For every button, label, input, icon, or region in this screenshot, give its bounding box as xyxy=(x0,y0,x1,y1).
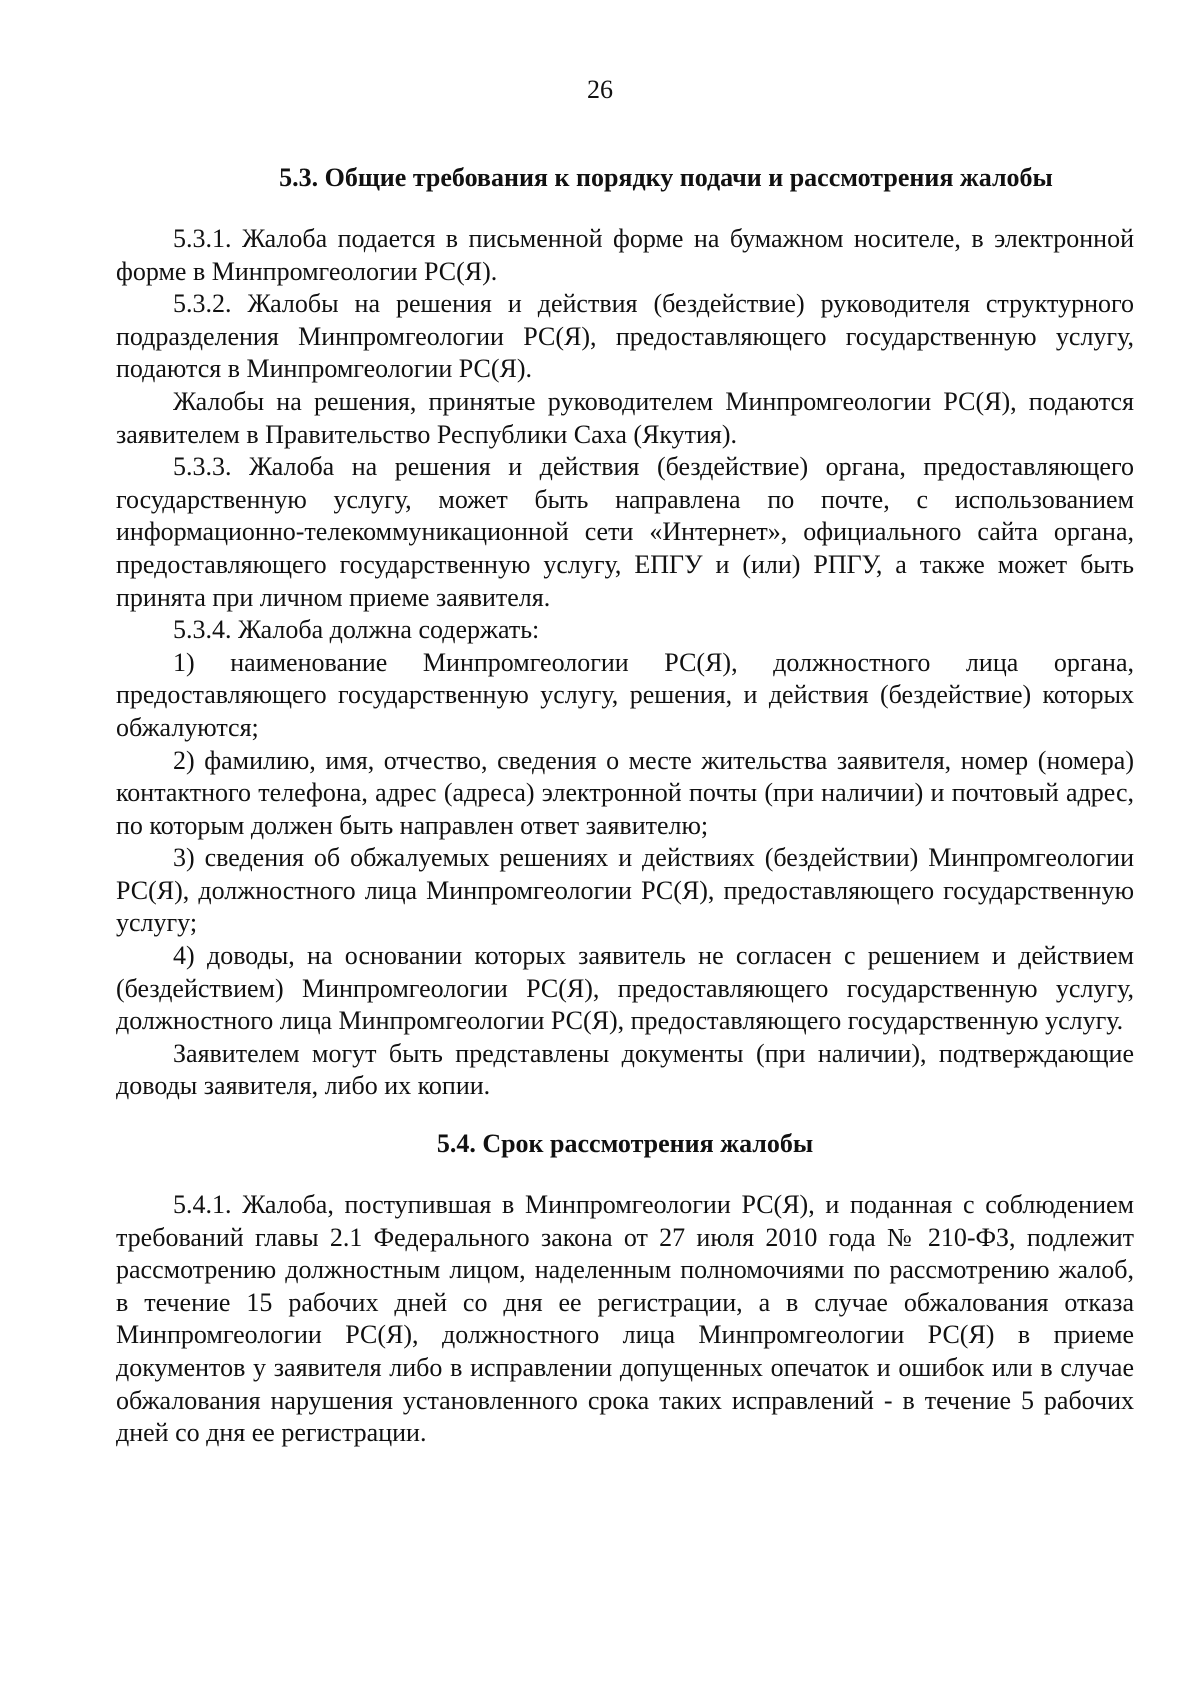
document-body xyxy=(116,162,1134,1450)
paragraph-5-3-2: 5.3.2. Жалобы на решения и действия (бездействие) руководителя структурного подразделения Минпромгеологии РС(Я), предоставляющего государственную услугу, подаются в Минпромгеологии РС(Я). xyxy=(116,289,1134,384)
section-5-4-heading: 5.4. Срок рассмотрения жалобы xyxy=(436,1129,814,1159)
paragraph-5-3-2-appeal: Жалобы на решения, принятые руководителем Минпромгеологии РС(Я), подаются заявителем в Правительство Республики Саха (Якутия). xyxy=(116,386,1134,449)
paragraph-5-3-4: 5.3.4. Жалоба должна содержать: xyxy=(173,615,540,645)
list-item-1: 1) наименование Минпромгеологии РС(Я), должностного лица органа, предоставляющего государственную услугу, решения, и действия (бездействие) которых обжалуются; xyxy=(116,647,1134,742)
paragraph-documents: Заявителем могут быть представлены документы (при наличии), подтверждающие доводы заявителя, либо их копии. xyxy=(116,1038,1134,1101)
paragraph-5-3-1: 5.3.1. Жалоба подается в письменной форме на бумажном носителе, в электронной форме в Минпромгеологии РС(Я). xyxy=(116,224,1134,286)
list-item-2: 2) фамилию, имя, отчество, сведения о месте жительства заявителя, номер (номера) контактного телефона, адрес (адреса) электронной почты (при наличии) и почтовый адрес, по которым должен быть направлен ответ заявителю; xyxy=(116,745,1134,840)
paragraph-5-4-1: 5.4.1. Жалоба, поступившая в Минпромгеологии РС(Я), и поданная с соблюдением требований главы 2.1 Федерального закона от 27 июля 2010 года № 210-ФЗ, подлежит рассмотрению должностным лицом, наделенным полномочиями по рассмотрению жалоб, в течение 15 рабочих дней со дня ее регистрации, а в случае обжалования отказа Минпромгеологии РС(Я), должностного лица Минпромгеологии РС(Я) в приеме документов у заявителя либо в исправлении допущенных опечаток и ошибок или в случае обжалования нарушения установленного срока таких исправлений - в течение 5 рабочих дней со дня ее регистрации. xyxy=(116,1190,1134,1448)
list-item-3: 3) сведения об обжалуемых решениях и действиях (бездействии) Минпромгеологии РС(Я), должностного лица Минпромгеологии РС(Я), предоставляющего государственную услугу; xyxy=(116,843,1134,938)
page-number: 26 xyxy=(587,75,613,104)
list-item-4: 4) доводы, на основании которых заявитель не согласен с решением и действием (бездействием) Минпромгеологии РС(Я), предоставляющего государственную услугу, должностного лица Минпромгеологии РС(Я), предоставляющего государственную услугу. xyxy=(116,941,1134,1036)
paragraph-5-3-3: 5.3.3. Жалоба на решения и действия (бездействие) органа, предоставляющего государственную услугу, может быть направлена по почте, с использованием информационно-телекоммуникационной сети «Интернет», официального сайта органа, предоставляющего государственную услугу, ЕПГУ и (или) РПГУ, а также может быть принята при личном приеме заявителя. xyxy=(116,452,1134,612)
section-5-3-heading: 5.3. Общие требования к порядку подачи и рассмотрения жалобы xyxy=(279,163,1053,192)
